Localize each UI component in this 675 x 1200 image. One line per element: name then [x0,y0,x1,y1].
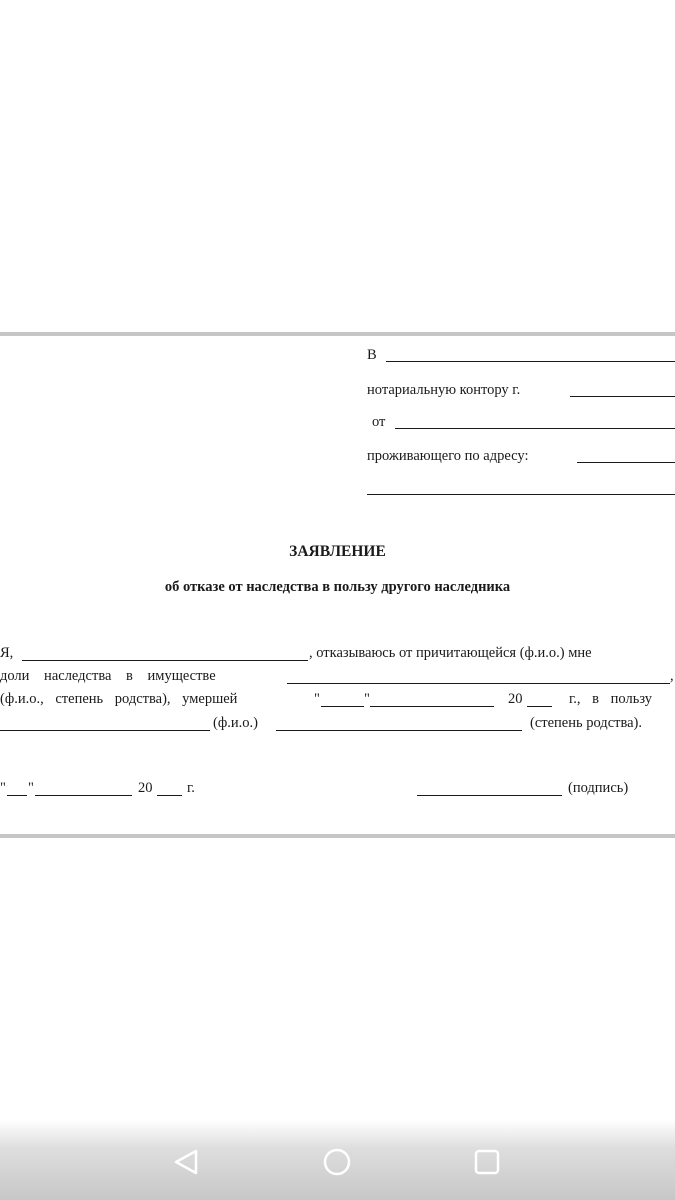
property-blank [287,683,670,684]
footer-year-prefix: 20 [138,780,153,796]
signature-blank [417,795,562,796]
body-line1-start: Я, [0,645,14,661]
from-blank [395,428,675,429]
to-blank [386,361,675,362]
relation-label: (степень родства). [530,715,643,731]
home-button[interactable] [315,1140,359,1184]
document-subtitle: об отказе от наследства в пользу другого наследника [164,579,511,595]
death-year-prefix: 20 [508,691,523,707]
document-bottom-border [0,834,675,838]
death-day-blank [321,706,364,707]
address-second-blank [367,494,675,495]
signature-label: (подпись) [568,780,629,796]
footer-year-blank [157,795,182,796]
relation-blank [276,730,522,731]
residing-label: проживающего по адресу: [367,448,529,464]
name-blank [22,660,308,661]
body-line2-end: , [670,668,674,684]
death-month-blank [370,706,494,707]
to-prefix: В [367,347,377,363]
recents-button[interactable] [465,1140,509,1184]
heir-name-blank [0,730,210,731]
footer-quote-close: " [28,780,34,796]
body-line3-start: (ф.и.о., степень родства), умершей [0,691,238,707]
document-title: ЗАЯВЛЕНИЕ [289,543,386,560]
death-year-blank [527,706,552,707]
home-circle-icon [315,1140,359,1184]
city-blank [570,396,675,397]
notary-office-label: нотариальную контору г. [367,382,521,398]
footer-quote-open: " [0,780,6,796]
back-triangle-icon [165,1140,209,1184]
fio-label: (ф.и.о.) [213,715,258,731]
body-line3-end: г., в пользу [569,691,652,707]
date-quote-close: " [364,691,370,707]
back-button[interactable] [165,1140,209,1184]
footer-day-blank [7,795,27,796]
document-top-border [0,332,675,336]
footer-year-suffix: г. [187,780,195,796]
footer-month-blank [35,795,132,796]
from-prefix: от [372,414,386,430]
body-line2-start: доли наследства в имуществе [0,668,216,684]
body-line1-end: , отказываюсь от причитающейся (ф.и.о.) мне [309,645,592,661]
recents-square-icon [465,1140,509,1184]
date-quote-open: " [314,691,320,707]
address-blank [577,462,675,463]
